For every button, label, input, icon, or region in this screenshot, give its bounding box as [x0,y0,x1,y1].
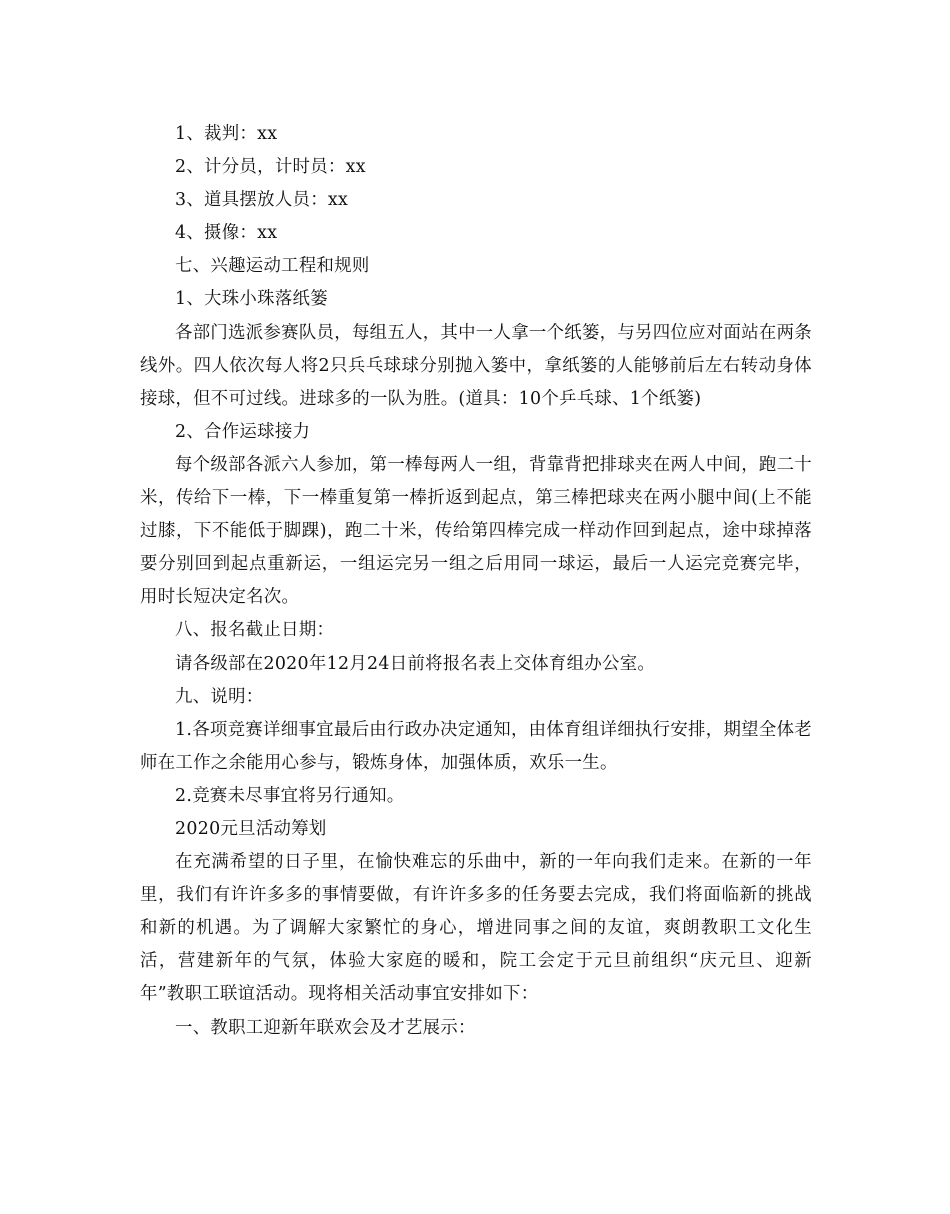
list-item-props-staff: 3、道具摆放人员：xx [175,190,349,211]
section-heading-deadline: 八、报名截止日期： [175,620,335,641]
document-body [140,118,812,1045]
list-item-referee: 1、裁判：xx [175,124,278,144]
event-title-relay: 2、合作运球接力 [175,421,311,442]
document-subtitle: 2020元旦活动筹划 [175,818,327,839]
event-title-ball-basket: 1、大珠小珠落纸篓 [175,289,328,310]
section-heading-rules: 七、兴趣运动工程和规则 [175,256,370,277]
event-description-ball-basket: 各部门选派参赛队员，每组五人，其中一人拿一个纸篓，与另四位应对面站在两条线外。四人依次每人将2只兵乓球球分别抛入篓中，拿纸篓的人能够前后左右转动身体接球，但不可过线。进球多的一队为胜。(道具：10个乒乓球、1个纸篓) [140,322,812,409]
event-description-relay: 每个级部各派六人参加，第一棒每两人一组，背靠背把排球夹在两人中间，跑二十米，传给下一棒，下一棒重复第一棒折返到起点，第三棒把球夹在两小腿中间(上不能过膝，下不能低于脚踝)，跑二十米，传给第四棒完成一样动作回到起点，途中球掉落要分别回到起点重新运，一组运完另一组之后用同一球运，最后一人运完竞赛完毕，用时长短决定名次。 [140,454,812,608]
list-item-scorekeeper: 2、计分员，计时员：xx [175,157,366,178]
section-heading-notes: 九、说明： [175,686,264,707]
list-item-camera: 4、摄像：xx [175,223,278,244]
note-item-1: 1.各项竞赛详细事宜最后由行政办决定通知，由体育组详细执行安排，期望全体老师在工作之余能用心参与，锻炼身体，加强体质，欢乐一生。 [140,719,812,773]
intro-paragraph: 在充满希望的日子里，在愉快难忘的乐曲中，新的一年向我们走来。在新的一年里，我们有许许多多的事情要做，有许许多多的任务要去完成，我们将面临新的挑战和新的机遇。为了调解大家繁忙的身心，增进同事之间的友谊，爽朗教职工文化生活，营建新年的气氛，体验大家庭的暖和，院工会定于元旦前组织“庆元旦、迎新年”教职工联谊活动。现将相关活动事宜安排如下： [140,852,812,1005]
section-heading-party: 一、教职工迎新年联欢会及才艺展示： [175,1017,476,1038]
deadline-text: 请各级部在2020年12月24日前将报名表上交体育组办公室。 [175,653,656,674]
note-item-2: 2.竞赛未尽事宜将另行通知。 [175,785,405,806]
